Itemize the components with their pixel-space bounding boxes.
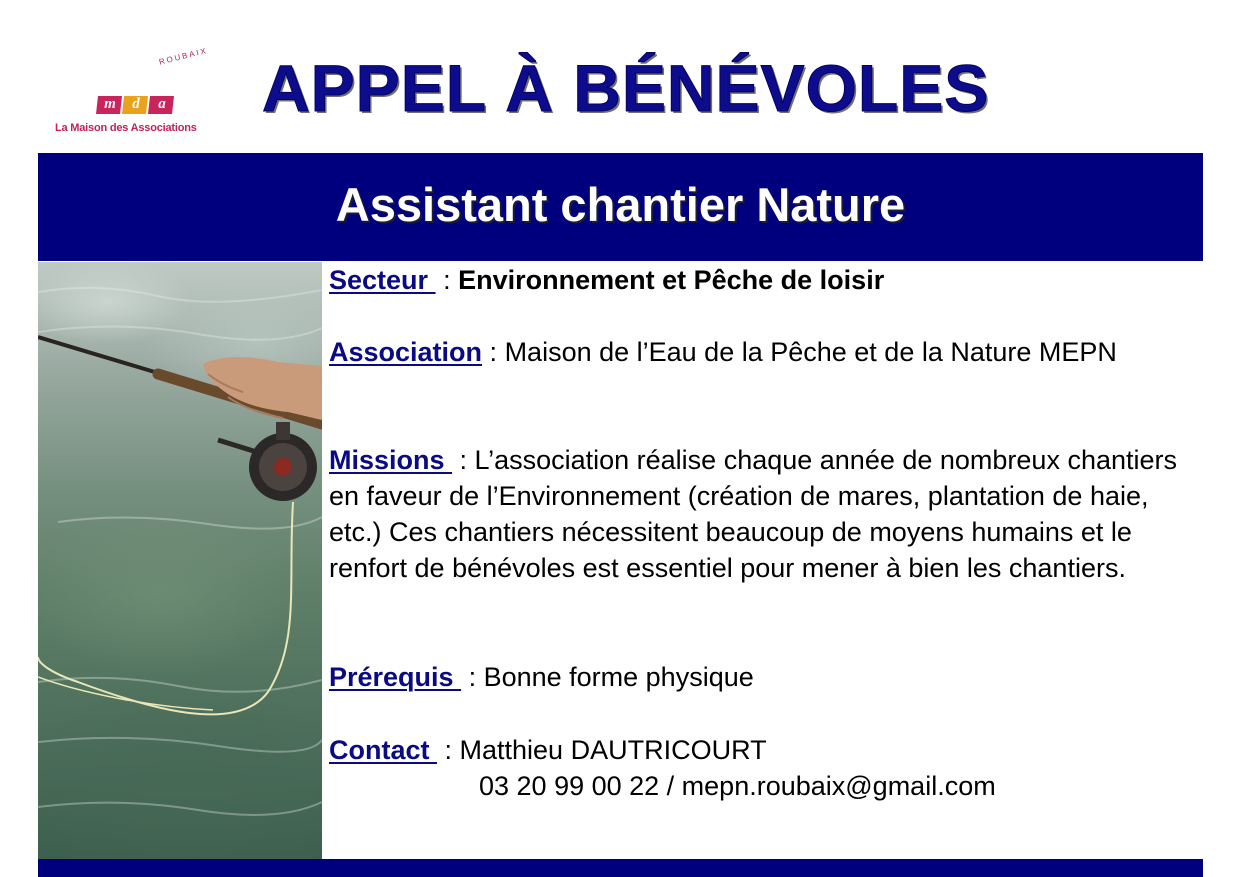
logo-badge — [96, 94, 176, 116]
logo-letter-m: m — [104, 96, 116, 112]
prerequis-row — [329, 659, 1199, 695]
prerequis-value: Bonne forme physique — [483, 662, 754, 692]
prerequis-label: Prérequis — [329, 662, 462, 692]
fly-line-loop — [38, 677, 213, 710]
missions-separator: : — [452, 445, 475, 475]
missions-value: L’association réalise chaque année de nombreux chantiers en faveur de l’Environnement (création de mares, plantation de haie, etc.) Ces chantiers nécessitent beaucoup de moyens humains et le renfort de bénévoles est essentiel pour mener à bien les chantiers. — [329, 445, 1178, 583]
association-label: Association — [329, 337, 483, 367]
fly-line — [38, 502, 293, 714]
footer-bar — [38, 859, 1203, 877]
contact-name: Matthieu DAUTRICOURT — [459, 735, 767, 765]
logo-caption: La Maison des Associations — [55, 122, 197, 134]
banner-title: Assistant chantier Nature — [335, 178, 906, 231]
title-banner — [38, 153, 1203, 261]
contact-separator: : — [437, 735, 460, 765]
logo-letter-d: d — [132, 96, 140, 112]
sector-label: Secteur — [329, 265, 436, 295]
sector-separator: : — [435, 265, 459, 295]
contact-label: Contact — [329, 735, 437, 765]
mda-logo — [50, 45, 220, 138]
page-headline: APPEL À BÉNÉVOLES — [262, 51, 990, 125]
association-value: Maison de l’Eau de la Pêche et de la Nature MEPN — [504, 337, 1117, 367]
association-separator: : — [482, 337, 505, 367]
fishing-rod-photo — [38, 262, 322, 859]
sector-value: Environnement et Pêche de loisir — [458, 265, 885, 295]
prerequis-separator: : — [461, 662, 484, 692]
contact-phone-email: 03 20 99 00 22 / mepn.roubaix@gmail.com — [479, 771, 996, 801]
missions-row — [329, 442, 1199, 586]
sector-row — [329, 262, 1199, 298]
fishing-scene-illustration — [38, 262, 322, 859]
logo-letter-a: a — [158, 96, 166, 112]
association-row — [329, 334, 1199, 370]
missions-label: Missions — [329, 445, 453, 475]
contact-row — [329, 732, 1199, 801]
logo-city-text: ROUBAIX — [158, 45, 209, 67]
